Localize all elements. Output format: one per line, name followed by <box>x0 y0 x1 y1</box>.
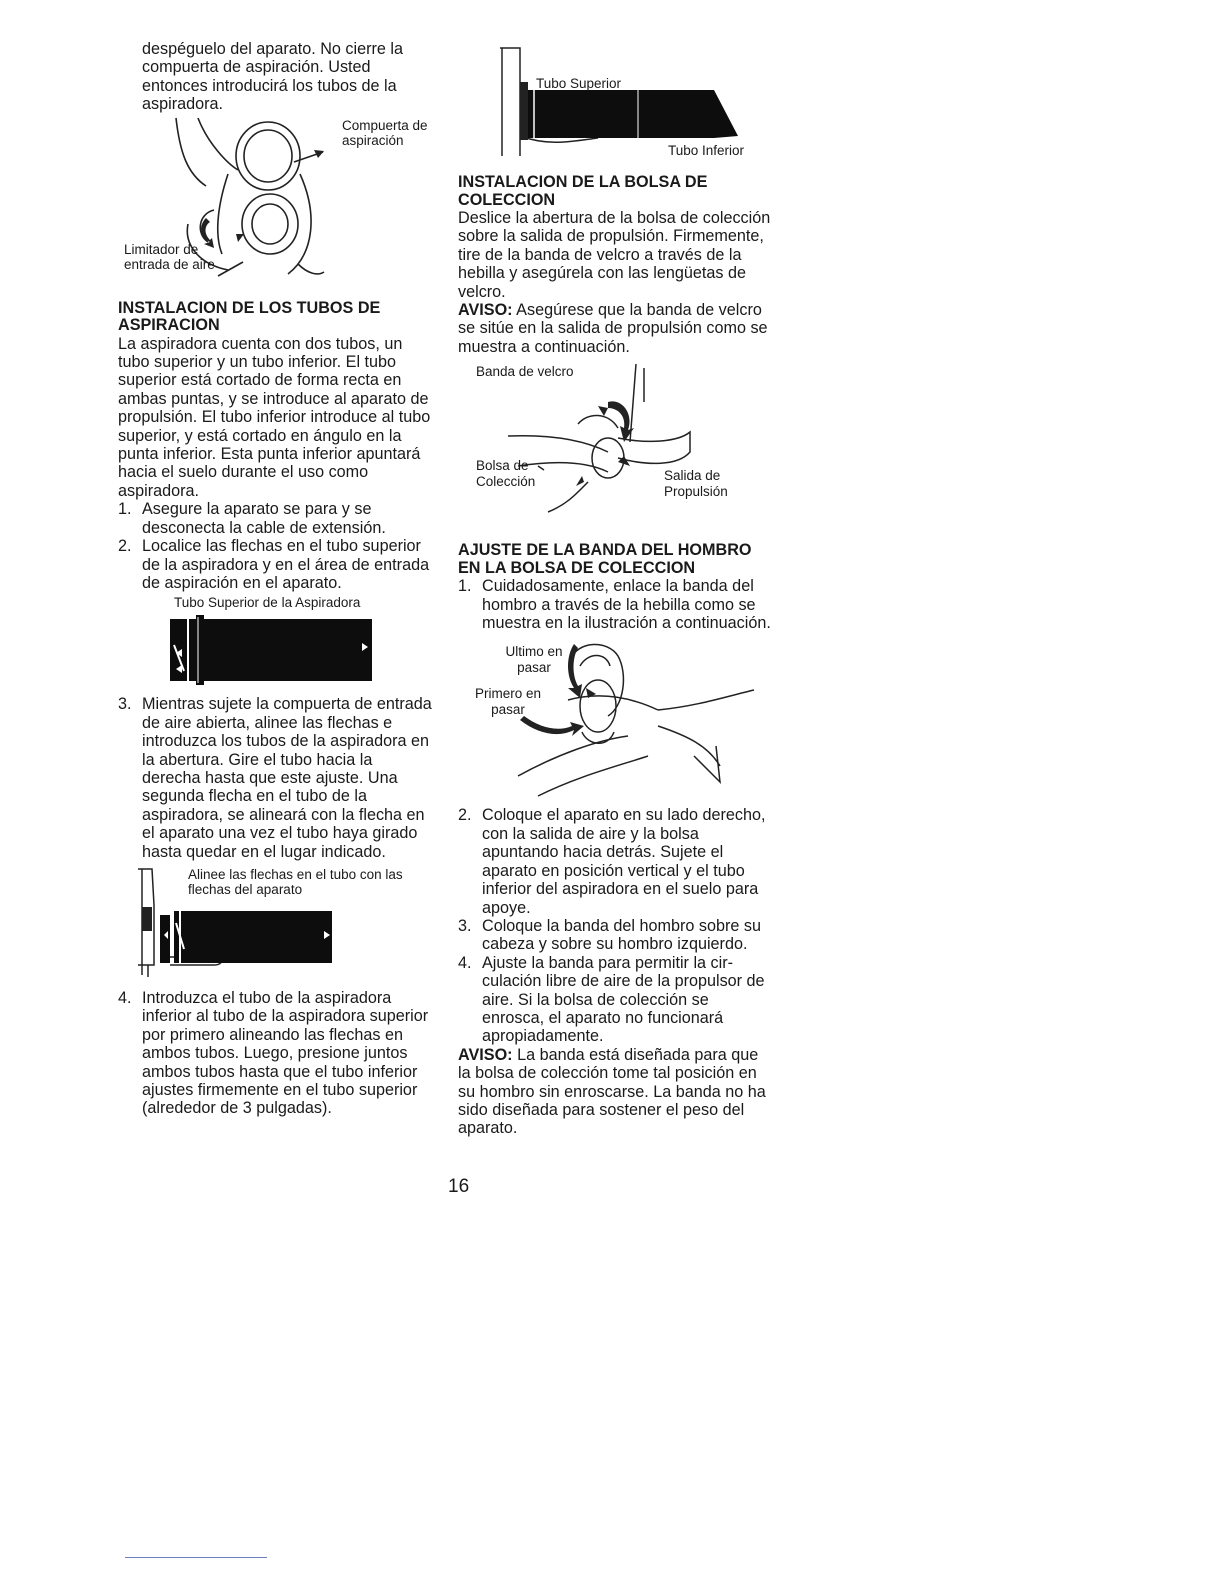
list-text: Coloque la banda del hombro sobre su cabeza y sobre su hombro izquierdo. <box>482 916 761 954</box>
list-text: Coloque el aparato en su lado derecho, con la salida de aire y la bolsa apuntando hacia detrás. Sujete el aparato en posición vertical y el tubo inferior del aspiradora en el suelo para apoye. <box>482 806 766 917</box>
label-last-to-pass: Ultimo en pasar <box>505 644 563 675</box>
paragraph-tube-description: La aspiradora cuenta con dos tubos, un tubo superior y un tubo inferior. El tubo superior está cortado de forma recta en ambas puntas, y se introduce al aparato de propulsión. El tubo inferior introduce al tubo superior, y está cortado en ángulo en la punta inferior. Esta punta inferior apuntará hacia el suelo durante el uso como aspiradora. <box>118 334 431 500</box>
list-number: 3. <box>118 695 132 714</box>
left-column <box>118 40 434 1118</box>
notice-text: La banda está diseñada para que la bolsa de colección tome tal posición en su hombro sin enroscarse. La banda no ha sido diseñada para sostener el peso del aparato. <box>458 1045 766 1138</box>
list-item <box>458 917 774 954</box>
list-item <box>118 695 434 861</box>
label-velcro-band: Banda de velcro <box>476 364 574 380</box>
list-number: 3. <box>458 916 472 935</box>
label-air-intake-limiter: Limitador de entrada de aire <box>124 241 215 273</box>
list-item <box>118 500 434 537</box>
paragraph-collection-bag: Deslice la abertura de la bolsa de colección sobre la salida de propulsión. Firmemente, tire de la banda de velcro a través de la hebilla y asegúrela con las lengüetas de velcro. <box>458 209 771 301</box>
list-item <box>118 989 434 1118</box>
list-number: 2. <box>458 806 472 825</box>
figure-upper-lower-tube <box>458 46 774 174</box>
notice-label: AVISO: <box>458 301 513 320</box>
notice-text: Asegúrese que la banda de velcro se sitúe en la salida de propulsión como se muestra a continuación. <box>458 301 768 356</box>
heading-vacuum-tube-install: INSTALACION DE LOS TUBOS DE ASPIRACION <box>118 298 381 335</box>
list-number: 2. <box>118 537 132 556</box>
list-text: Introduzca el tubo de la aspiradora inferior al tubo de la aspiradora superior por primero alineando las flechas en ambos tubos. Luego, presione juntos ambos tubos hasta que el tubo inferior ajustes firmemente en el tubo superior (alrededor de 3 pulgadas). <box>142 988 429 1118</box>
list-number: 4. <box>458 953 472 972</box>
right-column <box>458 40 774 1138</box>
notice-label: AVISO: <box>458 1045 513 1064</box>
list-text: Ajuste la banda para permitir la circulación libre de aire de la propulsor de aire. Si la bolsa de colección se enrosca, el aparato no funcionará apropiadamente. <box>482 953 765 1046</box>
caption-upper-tube: Tubo Superior de la Aspiradora <box>174 595 361 611</box>
label-first-to-pass: Primero en pasar <box>474 686 542 717</box>
list-number: 4. <box>118 988 132 1007</box>
page-number: 16 <box>448 1176 470 1197</box>
figure-shoulder-strap-buckle <box>458 636 774 806</box>
list-text: Localice las flechas en el tubo superior de la aspiradora y en el área de entrada de aspiración en el aparato. <box>142 537 430 592</box>
label-collection-bag: Bolsa de Colección <box>476 458 536 489</box>
list-number: 1. <box>118 500 132 519</box>
label-propulsion-outlet: Salida de Propulsión <box>664 468 728 499</box>
label-lower-tube: Tubo Inferior <box>668 143 745 158</box>
figure-velcro-strap <box>458 362 774 532</box>
label-air-intake-door: Compuerta de aspiración <box>342 117 428 149</box>
heading-shoulder-strap-adjust: AJUSTE DE LA BANDA DEL HOMBRO EN LA BOLSA DE COLECCION <box>458 541 752 577</box>
figure-align-arrows <box>118 865 434 989</box>
label-upper-tube: Tubo Superior <box>536 76 622 91</box>
list-item <box>458 954 774 1046</box>
list-item <box>458 577 774 632</box>
list-text: Mientras sujete la compuerta de entrada de aire abierta, alinee las flechas e introduzca los tubos de la aspiradora en la abertura. Gire el tubo hacia la derecha hasta que este ajuste. Una segunda flecha en el tubo de la aspiradora, se alineará con la flecha en el aparato una vez el tubo haya girado hasta quedar en el lugar indicado. <box>142 695 432 861</box>
velcro-strap-illustration <box>458 362 774 532</box>
caption-align-arrows: Alinee las flechas en el tubo con las flechas del aparato <box>188 866 403 897</box>
list-number: 1. <box>458 577 472 596</box>
figure-air-intake-door <box>118 114 434 286</box>
intro-text: despéguelo del aparato. No cierre la compuerta de aspiración. Usted entonces introducirá los tubos de la aspiradora. <box>142 40 403 114</box>
heading-collection-bag-install: INSTALACION DE LA BOLSA DE COLECCION <box>458 173 708 209</box>
list-text: Asegure la aparato se para y se desconecta la cable de extensión. <box>142 500 386 537</box>
figure-upper-tube <box>118 595 434 695</box>
list-item <box>118 537 434 592</box>
list-item <box>458 806 774 916</box>
list-text: Cuidadosamente, enlace la banda del hombro a través de la hebilla como se muestra en la ilustración a continuación. <box>482 577 771 633</box>
footer-rule <box>125 1557 267 1558</box>
